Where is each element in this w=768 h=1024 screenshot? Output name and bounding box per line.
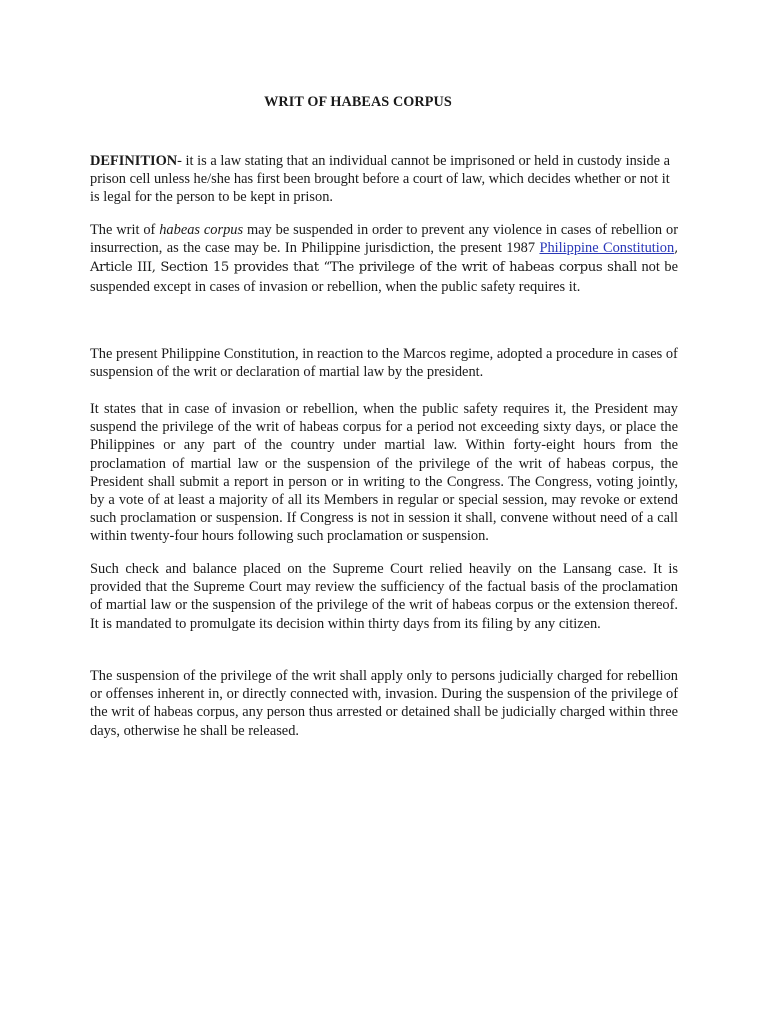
body-paragraph-supreme-court: Such check and balance placed on the Supreme Court relied heavily on the Lansang case. It is provided that the Supreme Court may review the sufficiency of the factual basis of the proclamation of martial law or the suspension of the privilege of the writ of habeas corpus or the extension thereof. It is mandated to promulgate its decision within thirty days from its filing by any citizen. [90, 561, 678, 632]
writ-after-link: , Article III, Section 15 provides that “The privilege of the writ of habeas corpus shall [90, 241, 678, 276]
habeas-corpus-italic: habeas corpus [159, 222, 244, 238]
definition-text: - it is a law stating that an individual cannot be imprisoned or held in custody inside a prison cell unless he/she has first been brought before a court of law, which decides whether or not it is legal for the person to be kept in prison. [90, 153, 670, 206]
philippine-constitution-link[interactable]: Philippine Constitution [539, 240, 675, 257]
body-paragraph-present-constitution: The present Philippine Constitution, in reaction to the Marcos regime, adopted a procedure in cases of suspension of the writ or declaration of martial law by the president. [90, 346, 678, 381]
writ-middle: may be suspended in order to prevent any violence in cases of rebellion or insurrection, as the case may be. In Philippine jurisdiction, the present 1987 [90, 222, 678, 257]
definition-paragraph [90, 152, 678, 207]
definition-term: DEFINITION [90, 153, 178, 169]
writ-lead: The writ of [90, 222, 160, 238]
body-paragraph-martial-law: It states that in case of invasion or rebellion, when the public safety requires it, the President may suspend the privilege of the writ of habeas corpus for a period not exceeding sixty days, or place the Philippines or any part of the country under martial law. Within forty-eight hours from the proclamation of martial law or the suspension of the privilege of the writ of habeas corpus, the President shall submit a report in person or in writing to the Congress. The Congress, voting jointly, by a vote of at least a majority of all its Members in regular or special session, may revoke or extend such proclamation or suspension. If Congress is not in session it shall, convene without need of a call within twenty-four hours following such proclamation or suspension. [90, 401, 678, 545]
writ-tail: not be suspended except in cases of invasion or rebellion, when the public safety requires it. [90, 259, 678, 295]
body-paragraph-suspension: The suspension of the privilege of the writ shall apply only to persons judicially charged for rebellion or offenses inherent in, or directly connected with, invasion. During the suspension of the privilege of the writ of habeas corpus, any person thus arrested or detained shall be judicially charged within three days, otherwise he shall be released. [90, 668, 678, 739]
writ-paragraph [90, 221, 678, 296]
document-title: WRIT OF HABEAS CORPUS [264, 94, 452, 110]
